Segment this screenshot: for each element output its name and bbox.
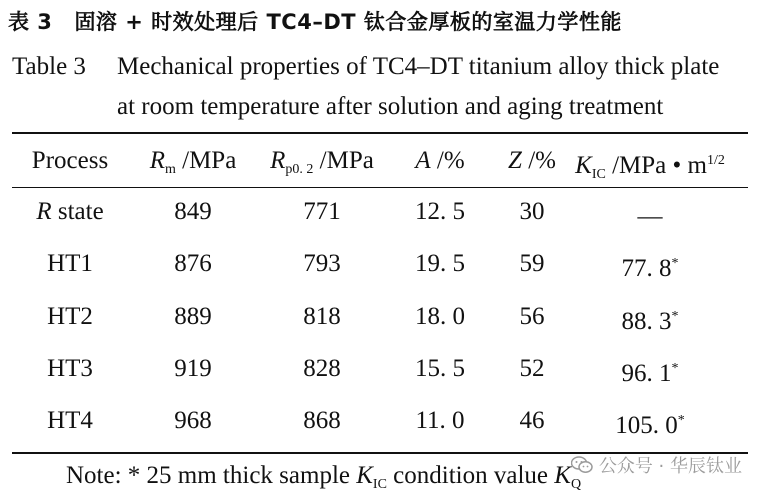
table-cell-kic: 77. 8*	[621, 255, 679, 282]
table-cell-rp: 818	[303, 303, 341, 330]
table-cell-rp: 868	[303, 407, 341, 434]
table-caption-cn: 固溶 + 时效处理后 TC4–DT 钛合金厚板的室温力学性能	[74, 10, 622, 34]
table-cell-rm: 968	[174, 407, 212, 434]
header-process: Process	[31, 147, 109, 174]
table-cell-a: 11. 0	[415, 407, 465, 434]
table-header-rule	[12, 187, 748, 188]
table-cell-z: 59	[519, 250, 545, 277]
header-yield-strength: $R_{p0. 2}$ /MPa	[270, 147, 374, 177]
table-cell-a: 18. 0	[415, 303, 465, 330]
table-cell-z: 56	[519, 303, 545, 330]
table-cell-a: 12. 5	[415, 198, 465, 225]
table-cell-z: 46	[519, 407, 545, 434]
table-number-cn: 表 3	[8, 10, 53, 34]
header-tensile-strength: $R_m$ /MPa	[149, 147, 237, 177]
table-cell-process: HT1	[47, 250, 93, 277]
table-cell-kic: 96. 1*	[621, 360, 679, 387]
table-caption-en-line2: at room temperature after solution and aging treatment	[117, 93, 664, 120]
wechat-icon	[571, 456, 593, 474]
table-cell-rp: 828	[303, 355, 341, 382]
table-cell-process: HT2	[47, 303, 93, 330]
table-footnote: Note: * 25 mm thick sample $K_{IC}$ condition value $K_Q$	[66, 462, 582, 492]
table-cell-kic: 105. 0*	[615, 412, 685, 439]
header-fracture-toughness: $K_{IC}$ /MPa • $m^{1/2}$	[575, 152, 725, 182]
table-cell-rm: 919	[174, 355, 212, 382]
table-top-rule	[12, 132, 748, 134]
table-title-english	[12, 47, 719, 127]
table-cell-z: 30	[519, 198, 545, 225]
table-cell-kic: 88. 3*	[621, 308, 679, 335]
watermark-text: 公众号 · 华辰钛业	[598, 456, 742, 477]
table-cell-process: HT3	[47, 355, 93, 382]
header-reduction-of-area: Z /%	[508, 147, 556, 174]
table-cell-rm: 889	[174, 303, 212, 330]
table-cell-rp: 771	[303, 198, 341, 225]
header-elongation: A /%	[415, 147, 465, 174]
table-cell-rp: 793	[303, 250, 341, 277]
table-cell-process: HT4	[47, 407, 93, 434]
table-number-en: Table 3	[12, 53, 86, 80]
watermark	[571, 452, 742, 478]
table-cell-rm: 876	[174, 250, 212, 277]
table-cell-a: 19. 5	[415, 250, 465, 277]
table-cell-a: 15. 5	[415, 355, 465, 382]
table-cell-z: 52	[519, 355, 545, 382]
table-title-chinese	[8, 6, 622, 36]
table-cell-process: R state	[36, 198, 104, 225]
table-caption-en-line1: Mechanical properties of TC4–DT titanium alloy thick plate	[117, 53, 720, 80]
table-cell-rm: 849	[174, 198, 212, 225]
table-cell-kic: —	[637, 203, 663, 230]
